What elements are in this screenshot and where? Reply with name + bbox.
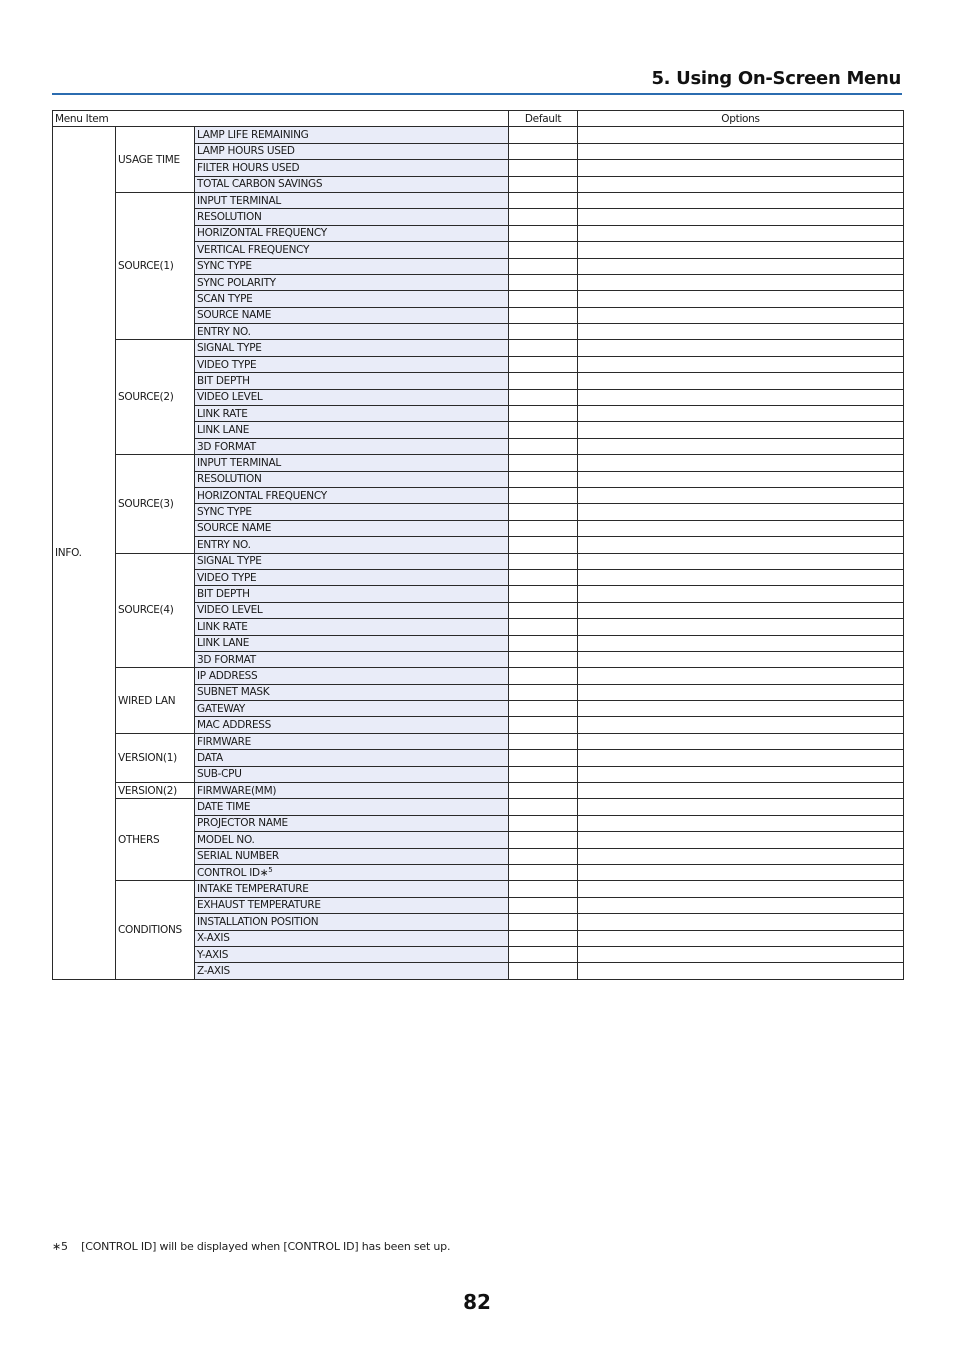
options-cell	[578, 963, 904, 979]
default-cell	[509, 963, 578, 979]
options-cell	[578, 848, 904, 864]
options-cell	[578, 766, 904, 782]
menu-item-cell: RESOLUTION	[195, 209, 509, 225]
menu-item-cell: FIRMWARE(MM)	[195, 783, 509, 799]
menu-item-cell: SIGNAL TYPE	[195, 340, 509, 356]
options-cell	[578, 504, 904, 520]
default-cell	[509, 717, 578, 733]
default-cell	[509, 586, 578, 602]
default-cell	[509, 553, 578, 569]
default-cell	[509, 848, 578, 864]
menu-item-cell: VIDEO TYPE	[195, 569, 509, 585]
default-cell	[509, 815, 578, 831]
menu-item-cell: X-AXIS	[195, 930, 509, 946]
page-header-title: 5. Using On-Screen Menu	[651, 68, 901, 89]
options-cell	[578, 389, 904, 405]
default-cell	[509, 209, 578, 225]
options-cell	[578, 307, 904, 323]
default-cell	[509, 619, 578, 635]
menu-table	[52, 110, 904, 980]
menu-item-cell: VERTICAL FREQUENCY	[195, 242, 509, 258]
default-cell	[509, 635, 578, 651]
options-cell	[578, 225, 904, 241]
group-label: SOURCE(2)	[116, 340, 195, 455]
group-label: VERSION(1)	[116, 733, 195, 782]
default-cell	[509, 766, 578, 782]
group-label: SOURCE(4)	[116, 553, 195, 668]
menu-item-header: Menu Item	[53, 111, 509, 127]
default-cell	[509, 324, 578, 340]
options-cell	[578, 586, 904, 602]
table-row	[53, 881, 904, 897]
options-cell	[578, 569, 904, 585]
options-cell	[578, 635, 904, 651]
options-cell	[578, 258, 904, 274]
options-cell	[578, 356, 904, 372]
default-cell	[509, 192, 578, 208]
menu-item-cell: LAMP LIFE REMAINING	[195, 127, 509, 143]
default-cell	[509, 225, 578, 241]
menu-item-cell: MAC ADDRESS	[195, 717, 509, 733]
default-cell	[509, 946, 578, 962]
menu-table-body	[53, 127, 904, 979]
default-cell	[509, 537, 578, 553]
menu-item-cell: SUB-CPU	[195, 766, 509, 782]
menu-item-cell: FIRMWARE	[195, 733, 509, 749]
table-row	[53, 783, 904, 799]
menu-item-cell: INPUT TERMINAL	[195, 192, 509, 208]
menu-item-cell: SIGNAL TYPE	[195, 553, 509, 569]
menu-item-cell: DATE TIME	[195, 799, 509, 815]
options-cell	[578, 733, 904, 749]
default-cell	[509, 438, 578, 454]
menu-item-cell: LINK LANE	[195, 635, 509, 651]
options-cell	[578, 455, 904, 471]
default-cell	[509, 258, 578, 274]
options-cell	[578, 602, 904, 618]
menu-item-cell: BIT DEPTH	[195, 373, 509, 389]
options-cell	[578, 274, 904, 290]
default-cell	[509, 914, 578, 930]
options-cell	[578, 373, 904, 389]
default-cell	[509, 307, 578, 323]
menu-item-cell: SYNC TYPE	[195, 258, 509, 274]
default-cell	[509, 504, 578, 520]
menu-item-cell: CONTROL ID∗$^5$	[195, 864, 509, 880]
default-cell	[509, 733, 578, 749]
options-cell	[578, 914, 904, 930]
menu-item-cell: EXHAUST TEMPERATURE	[195, 897, 509, 913]
menu-item-cell: VIDEO TYPE	[195, 356, 509, 372]
menu-item-cell: ENTRY NO.	[195, 537, 509, 553]
options-cell	[578, 209, 904, 225]
menu-item-cell: MODEL NO.	[195, 832, 509, 848]
options-cell	[578, 537, 904, 553]
table-header-row	[53, 111, 904, 127]
options-cell	[578, 930, 904, 946]
menu-item-cell: LAMP HOURS USED	[195, 143, 509, 159]
menu-item-cell: RESOLUTION	[195, 471, 509, 487]
menu-item-cell: INTAKE TEMPERATURE	[195, 881, 509, 897]
table-row	[53, 192, 904, 208]
menu-item-cell: SERIAL NUMBER	[195, 848, 509, 864]
menu-item-cell: 3D FORMAT	[195, 651, 509, 667]
menu-item-cell: SUBNET MASK	[195, 684, 509, 700]
table-row	[53, 733, 904, 749]
default-cell	[509, 274, 578, 290]
menu-item-cell: FILTER HOURS USED	[195, 160, 509, 176]
default-cell	[509, 242, 578, 258]
header-rule	[52, 93, 902, 95]
options-cell	[578, 619, 904, 635]
page-number: 82	[463, 1290, 491, 1314]
menu-item-cell: SOURCE NAME	[195, 307, 509, 323]
options-cell	[578, 946, 904, 962]
table-row	[53, 799, 904, 815]
menu-item-cell: SOURCE NAME	[195, 520, 509, 536]
default-cell	[509, 356, 578, 372]
menu-item-cell: BIT DEPTH	[195, 586, 509, 602]
menu-item-cell: INPUT TERMINAL	[195, 455, 509, 471]
menu-item-cell: HORIZONTAL FREQUENCY	[195, 487, 509, 503]
default-cell	[509, 520, 578, 536]
default-cell	[509, 406, 578, 422]
default-cell	[509, 487, 578, 503]
menu-item-cell: IP ADDRESS	[195, 668, 509, 684]
menu-item-cell: GATEWAY	[195, 701, 509, 717]
options-cell	[578, 192, 904, 208]
menu-item-cell: 3D FORMAT	[195, 438, 509, 454]
default-cell	[509, 897, 578, 913]
options-cell	[578, 897, 904, 913]
default-cell	[509, 864, 578, 880]
options-cell	[578, 701, 904, 717]
default-cell	[509, 291, 578, 307]
options-cell	[578, 799, 904, 815]
default-cell	[509, 602, 578, 618]
menu-item-cell: ENTRY NO.	[195, 324, 509, 340]
default-cell	[509, 143, 578, 159]
default-cell	[509, 930, 578, 946]
options-cell	[578, 487, 904, 503]
options-cell	[578, 815, 904, 831]
default-cell	[509, 455, 578, 471]
options-header: Options	[578, 111, 904, 127]
default-cell	[509, 783, 578, 799]
options-cell	[578, 406, 904, 422]
default-cell	[509, 471, 578, 487]
options-cell	[578, 438, 904, 454]
table-row	[53, 340, 904, 356]
menu-item-cell: VIDEO LEVEL	[195, 389, 509, 405]
group-label: OTHERS	[116, 799, 195, 881]
default-cell	[509, 176, 578, 192]
default-header: Default	[509, 111, 578, 127]
menu-item-cell: INSTALLATION POSITION	[195, 914, 509, 930]
footnote	[52, 1240, 450, 1253]
menu-item-cell: SYNC POLARITY	[195, 274, 509, 290]
group-label: USAGE TIME	[116, 127, 195, 193]
group-label: CONDITIONS	[116, 881, 195, 979]
options-cell	[578, 127, 904, 143]
options-cell	[578, 750, 904, 766]
table-row	[53, 668, 904, 684]
menu-item-cell: LINK RATE	[195, 406, 509, 422]
default-cell	[509, 881, 578, 897]
footnote-text: [CONTROL ID] will be displayed when [CONTROL ID] has been set up.	[81, 1240, 451, 1253]
options-cell	[578, 717, 904, 733]
default-cell	[509, 569, 578, 585]
default-cell	[509, 160, 578, 176]
menu-item-cell: Z-AXIS	[195, 963, 509, 979]
default-cell	[509, 373, 578, 389]
default-cell	[509, 668, 578, 684]
options-cell	[578, 160, 904, 176]
menu-item-cell: LINK RATE	[195, 619, 509, 635]
menu-item-cell: LINK LANE	[195, 422, 509, 438]
options-cell	[578, 324, 904, 340]
options-cell	[578, 881, 904, 897]
default-cell	[509, 684, 578, 700]
options-cell	[578, 864, 904, 880]
menu-item-cell: HORIZONTAL FREQUENCY	[195, 225, 509, 241]
options-cell	[578, 143, 904, 159]
options-cell	[578, 176, 904, 192]
default-cell	[509, 651, 578, 667]
options-cell	[578, 651, 904, 667]
menu-item-cell: Y-AXIS	[195, 946, 509, 962]
group-label: SOURCE(3)	[116, 455, 195, 553]
table-row	[53, 553, 904, 569]
default-cell	[509, 832, 578, 848]
group-label: SOURCE(1)	[116, 192, 195, 340]
options-cell	[578, 520, 904, 536]
default-cell	[509, 701, 578, 717]
options-cell	[578, 553, 904, 569]
menu-item-cell: SCAN TYPE	[195, 291, 509, 307]
options-cell	[578, 242, 904, 258]
options-cell	[578, 340, 904, 356]
options-cell	[578, 783, 904, 799]
group-label: VERSION(2)	[116, 783, 195, 799]
top-menu-label: INFO.	[53, 127, 116, 979]
options-cell	[578, 684, 904, 700]
menu-item-cell: SYNC TYPE	[195, 504, 509, 520]
menu-item-cell: TOTAL CARBON SAVINGS	[195, 176, 509, 192]
options-cell	[578, 422, 904, 438]
options-cell	[578, 832, 904, 848]
footnote-mark: ∗5	[52, 1240, 68, 1253]
default-cell	[509, 422, 578, 438]
table-row	[53, 127, 904, 143]
default-cell	[509, 799, 578, 815]
options-cell	[578, 471, 904, 487]
menu-item-cell: VIDEO LEVEL	[195, 602, 509, 618]
options-cell	[578, 668, 904, 684]
menu-item-cell: DATA	[195, 750, 509, 766]
menu-item-cell: PROJECTOR NAME	[195, 815, 509, 831]
default-cell	[509, 750, 578, 766]
table-row	[53, 455, 904, 471]
default-cell	[509, 127, 578, 143]
default-cell	[509, 389, 578, 405]
options-cell	[578, 291, 904, 307]
default-cell	[509, 340, 578, 356]
group-label: WIRED LAN	[116, 668, 195, 734]
